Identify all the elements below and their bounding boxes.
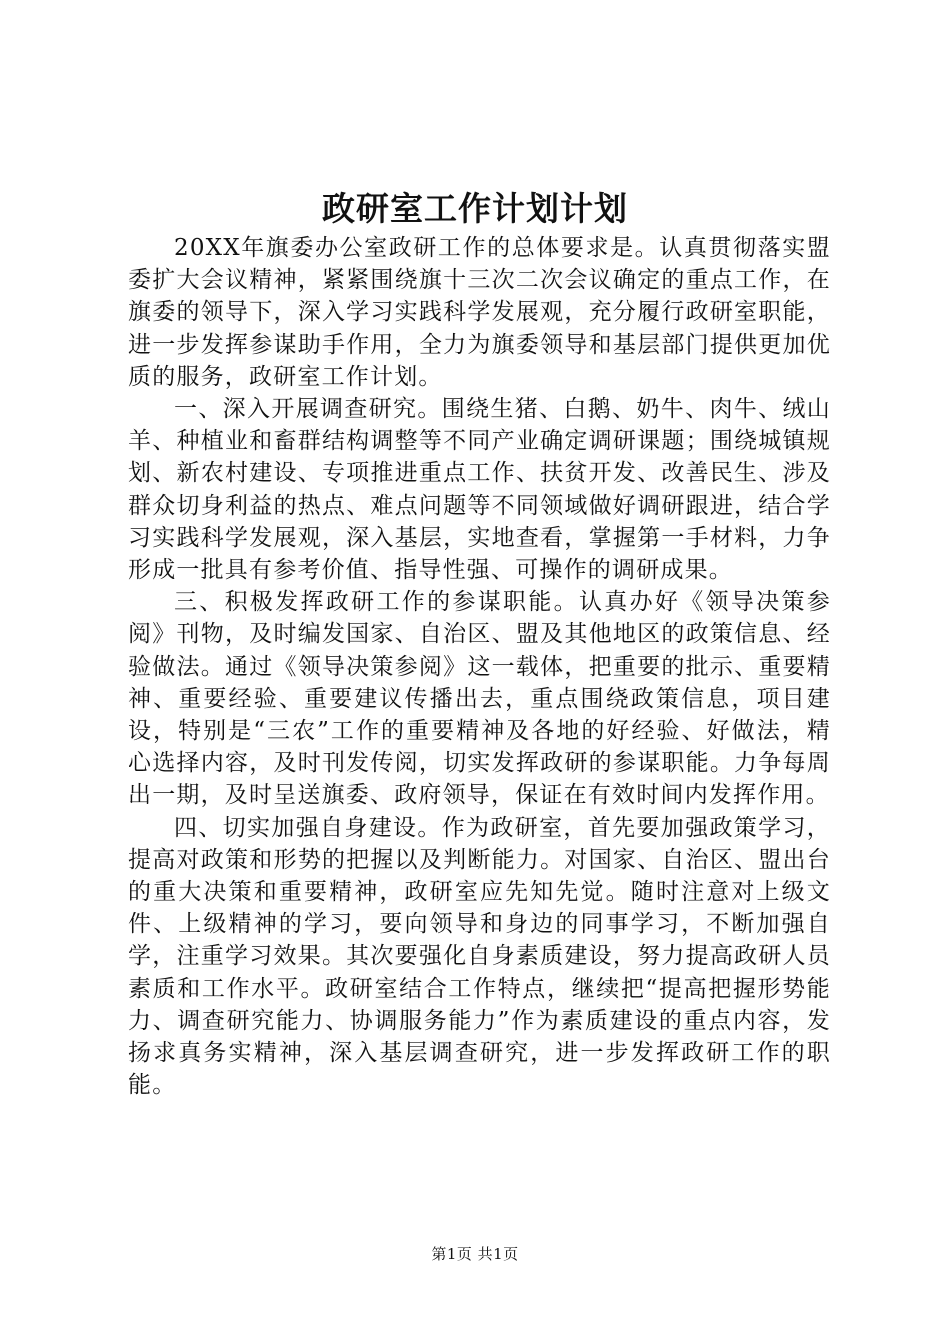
document-title: 政研室工作计划计划 (322, 189, 628, 228)
document-body (128, 232, 831, 1101)
paragraph-self-building: 四、切实加强自身建设。作为政研室，首先要加强政策学习，提高对政策和形势的把握以及判断能力。对国家、自治区、盟出台的重大决策和重要精神，政研室应先知先觉。随时注意对上级文件、上级精神的学习，要向领导和身边的同事学习，不断加强自学，注重学习效果。其次要强化自身素质建设，努力提高政研人员素质和工作水平。政研室结合工作特点，继续把“提高把握形势能力、调查研究能力、协调服务能力”作为素质建设的重点内容，发扬求真务实精神，深入基层调查研究，进一步发挥政研工作的职能。 (128, 814, 831, 1099)
paragraph-intro: 20XX年旗委办公室政研工作的总体要求是。认真贯彻落实盟委扩大会议精神，紧紧围绕旗十三次二次会议确定的重点工作，在旗委的领导下，深入学习实践科学发展观，充分履行政研室职能，进一步发挥参谋助手作用，全力为旗委领导和基层部门提供更加优质的服务，政研室工作计划。 (128, 235, 831, 390)
paragraph-advisory: 三、积极发挥政研工作的参谋职能。认真办好《领导决策参阅》刊物，及时编发国家、自治区、盟及其他地区的政策信息、经验做法。通过《领导决策参阅》这一载体，把重要的批示、重要精神、重要经验、重要建议传播出去，重点围绕政策信息，项目建设，特别是“三农”工作的重要精神及各地的好经验、好做法，精心选择内容，及时刊发传阅，切实发挥政研的参谋职能。力争每周出一期，及时呈送旗委、政府领导，保证在有效时间内发挥作用。 (128, 589, 831, 809)
paragraph-research: 一、深入开展调查研究。围绕生猪、白鹅、奶牛、肉牛、绒山羊、种植业和畜群结构调整等不同产业确定调研课题；围绕城镇规划、新农村建设、专项推进重点工作、扶贫开发、改善民生、涉及群众切身利益的热点、难点问题等不同领域做好调研跟进，结合学习实践科学发展观，深入基层，实地查看，掌握第一手材料，力争形成一批具有参考价值、指导性强、可操作的调研成果。 (128, 396, 831, 584)
page-footer: 第1页 共1页 (431, 1245, 519, 1263)
